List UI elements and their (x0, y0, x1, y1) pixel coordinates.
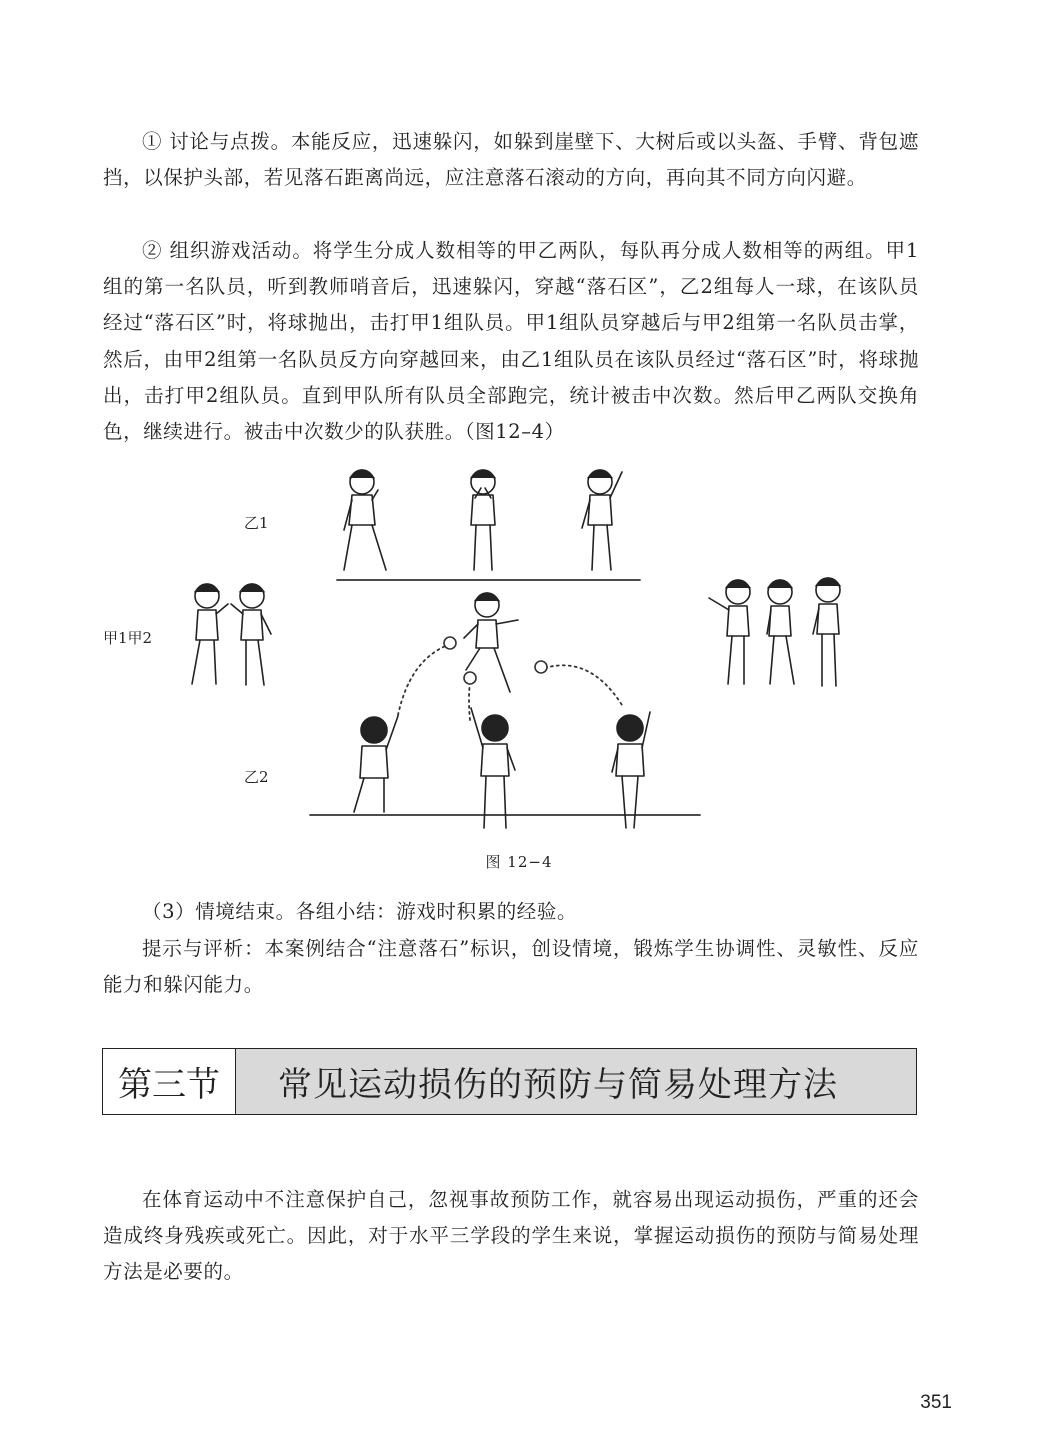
child-yi2-2 (471, 708, 515, 828)
paragraph-conclusion: （3）情境结束。各组小结：游戏时积累的经验。 (142, 900, 578, 923)
page-number: 351 (920, 1392, 952, 1413)
paragraph-intro: 在体育运动中不注意保护自己，忽视事故预防工作，就容易出现运动损伤，严重的还会造成终身残疾或死亡。因此，对于水平三学段的学生来说，掌握运动损伤的预防与简易处理方法是必要的。 (103, 1188, 919, 1284)
ball-trajectory-middle (469, 682, 470, 720)
paragraph-discussion: ① 讨论与点拨。本能反应，迅速躲闪，如躲到崖壁下、大树后或以头盔、手臂、背包遮挡，以保护头部，若见落石距离尚远，应注意落石滚动的方向，再向其不同方向闪避。 (103, 130, 919, 190)
child-right-2 (767, 580, 794, 684)
child-right-3 (813, 578, 840, 686)
child-yi2-1 (354, 716, 398, 812)
ball-trajectory-right (545, 665, 622, 705)
child-yi1-3 (582, 470, 622, 570)
section-number: 第三节 (103, 1049, 236, 1114)
section-title: 常见运动损伤的预防与简易处理方法 (236, 1049, 916, 1114)
child-jia2 (231, 584, 271, 685)
section-heading (102, 1048, 917, 1115)
child-yi1-1 (344, 470, 386, 570)
paragraph-tips: 提示与评析：本案例结合“注意落石”标识，创设情境，锻炼学生协调性、灵敏性、反应能力和躲闪能力。 (103, 937, 919, 997)
ball-3 (535, 661, 547, 673)
figure-caption: 图 12−4 (485, 853, 553, 871)
child-yi1-2 (471, 470, 495, 570)
ball-2 (464, 672, 476, 684)
child-jia1 (192, 584, 228, 684)
ball-trajectory-left (398, 645, 448, 715)
label-yi1: 乙1 (244, 514, 269, 532)
label-yi2: 乙2 (244, 768, 269, 786)
label-jia1-jia2: 甲1甲2 (103, 629, 153, 647)
child-right-1 (709, 580, 750, 684)
paragraph-game-activity: ② 组织游戏活动。将学生分成人数相等的甲乙两队，每队再分成人数相等的两组。甲1组的第一名队员，听到教师哨音后，迅速躲闪，穿越“落石区”，乙2组每人一球，在该队员经过“落石区”时，将球抛出，击打甲1组队员。甲1组队员穿越后与甲2组第一名队员击掌，然后，由甲2组第一名队员反方向穿越回来，由乙1组队员在该队员经过“落石区”时，将球抛出，击打甲2组队员。直到甲队所有队员全部跑完，统计被击中次数。然后甲乙两队交换角色，继续进行。被击中次数少的队获胜。（图12–4） (103, 239, 919, 444)
ball-1 (444, 637, 456, 649)
child-yi2-3 (612, 712, 650, 828)
